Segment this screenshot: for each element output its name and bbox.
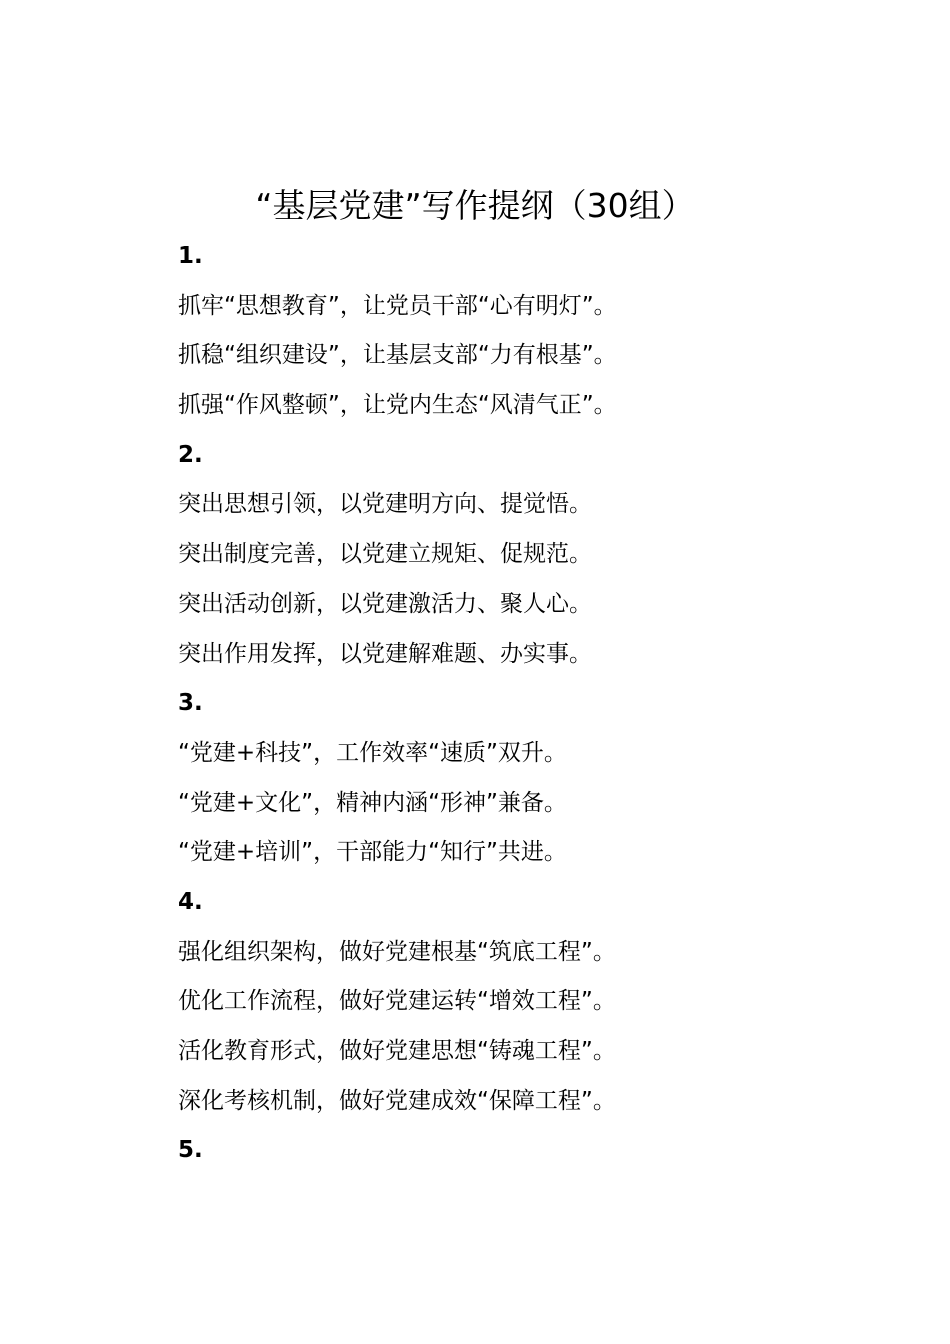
outline-line: 活化教育形式，做好党建思想“铸魂工程”。 xyxy=(178,1038,616,1064)
group-number: 4. xyxy=(178,888,203,915)
outline-line: 突出思想引领，以党建明方向、提觉悟。 xyxy=(178,491,592,518)
outline-line: 突出制度完善，以党建立规矩、促规范。 xyxy=(178,541,592,568)
document-title: “基层党建”写作提纲（30组） xyxy=(255,186,695,225)
outline-line: 突出活动创新，以党建激活力、聚人心。 xyxy=(178,590,592,617)
outline-line: 抓强“作风整顿”，让党内生态“风清气正”。 xyxy=(178,392,617,419)
group-number: 5. xyxy=(178,1137,203,1164)
outline-line: 抓牢“思想教育”，让党员干部“心有明灯”。 xyxy=(178,292,617,319)
document-body xyxy=(178,232,898,1176)
outline-line: 突出作用发挥，以党建解难题、办实事。 xyxy=(178,640,592,667)
outline-line: “党建+文化”，精神内涵“形神”兼备。 xyxy=(178,789,567,816)
outline-line: 强化组织架构，做好党建根基“筑底工程”。 xyxy=(178,938,616,965)
outline-line: 优化工作流程，做好党建运转“增效工程”。 xyxy=(178,988,616,1015)
outline-line: “党建+培训”，干部能力“知行”共进。 xyxy=(178,839,567,866)
group-number: 1. xyxy=(178,243,203,269)
outline-line: “党建+科技”，工作效率“速质”双升。 xyxy=(178,739,567,766)
outline-line: 深化考核机制，做好党建成效“保障工程”。 xyxy=(178,1087,616,1114)
group-number: 3. xyxy=(178,690,203,717)
outline-line: 抓稳“组织建设”，让基层支部“力有根基”。 xyxy=(178,342,617,369)
group-number: 2. xyxy=(178,441,203,468)
